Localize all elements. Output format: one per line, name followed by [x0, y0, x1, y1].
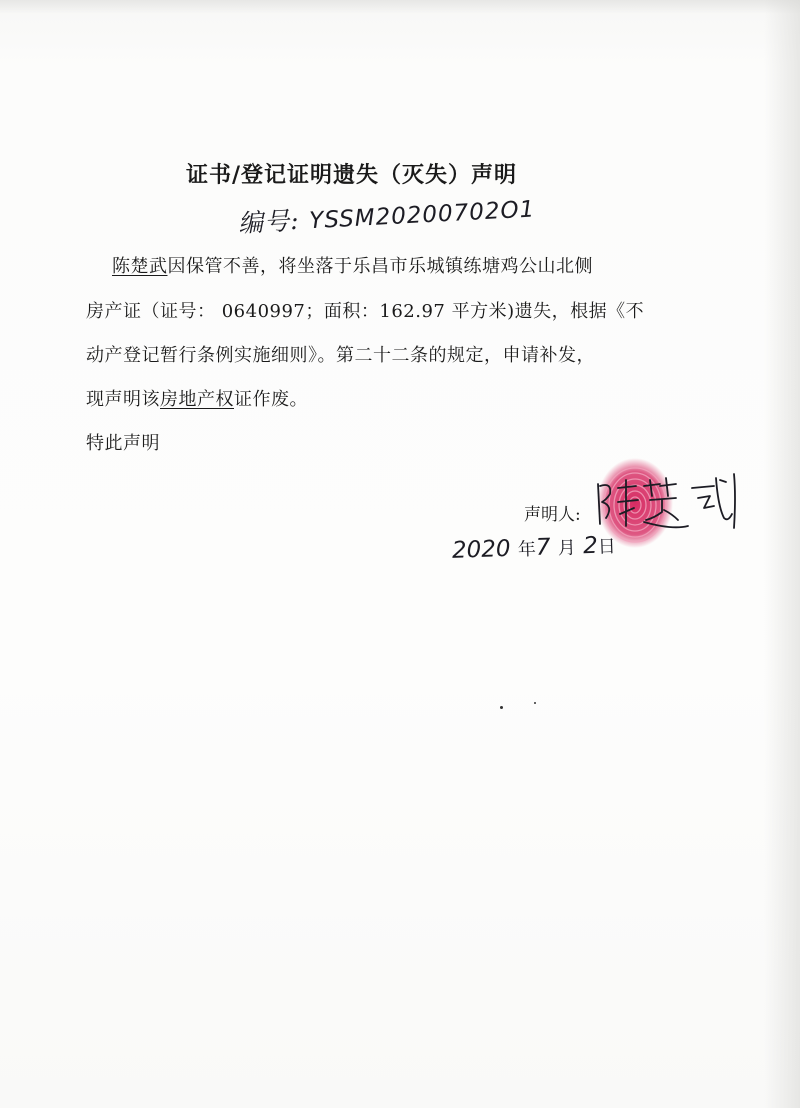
handwritten-signature — [592, 466, 752, 536]
body-line-1-text: 因保管不善，将坐落于乐昌市乐城镇练塘鸡公山北侧 — [167, 256, 593, 277]
scan-shadow-edge — [764, 0, 800, 1108]
closing-statement: 特此声明 — [86, 433, 160, 454]
declaration-date — [452, 532, 617, 564]
body-line-3: 动产登记暂行条例实施细则》。第二十二条的规定，申请补发， — [86, 345, 595, 366]
body-line-1 — [112, 252, 593, 278]
body-line-4-start: 现声明该 — [86, 389, 160, 410]
date-month: 7 — [535, 534, 551, 561]
date-year: 2020 — [451, 535, 512, 564]
date-month-unit: 月 — [557, 537, 577, 560]
scan-speck — [500, 706, 503, 709]
date-day-unit: 日 — [597, 536, 617, 558]
scan-shadow-top — [0, 0, 800, 14]
scan-speck — [534, 702, 536, 704]
date-year-unit: 年 — [517, 538, 537, 561]
date-day: 2 — [582, 532, 599, 560]
owner-name: 陈楚武 — [112, 256, 168, 277]
declarant-label: 声明人: — [524, 505, 581, 525]
serial-prefix: 编号: — [237, 205, 301, 238]
body-line-4 — [86, 385, 308, 411]
document-title: 证书/登记证明遗失（灭失）声明 — [186, 162, 518, 188]
body-line-4-end: 证作废。 — [234, 389, 308, 410]
body-line-2: 房产证（证号： 0640997；面积：162.97 平方米)遗失，根据《不 — [86, 301, 645, 322]
property-right-term: 房地产权 — [160, 389, 234, 410]
serial-value: YSSM20200702O1 — [308, 196, 536, 235]
serial-number — [237, 188, 536, 240]
